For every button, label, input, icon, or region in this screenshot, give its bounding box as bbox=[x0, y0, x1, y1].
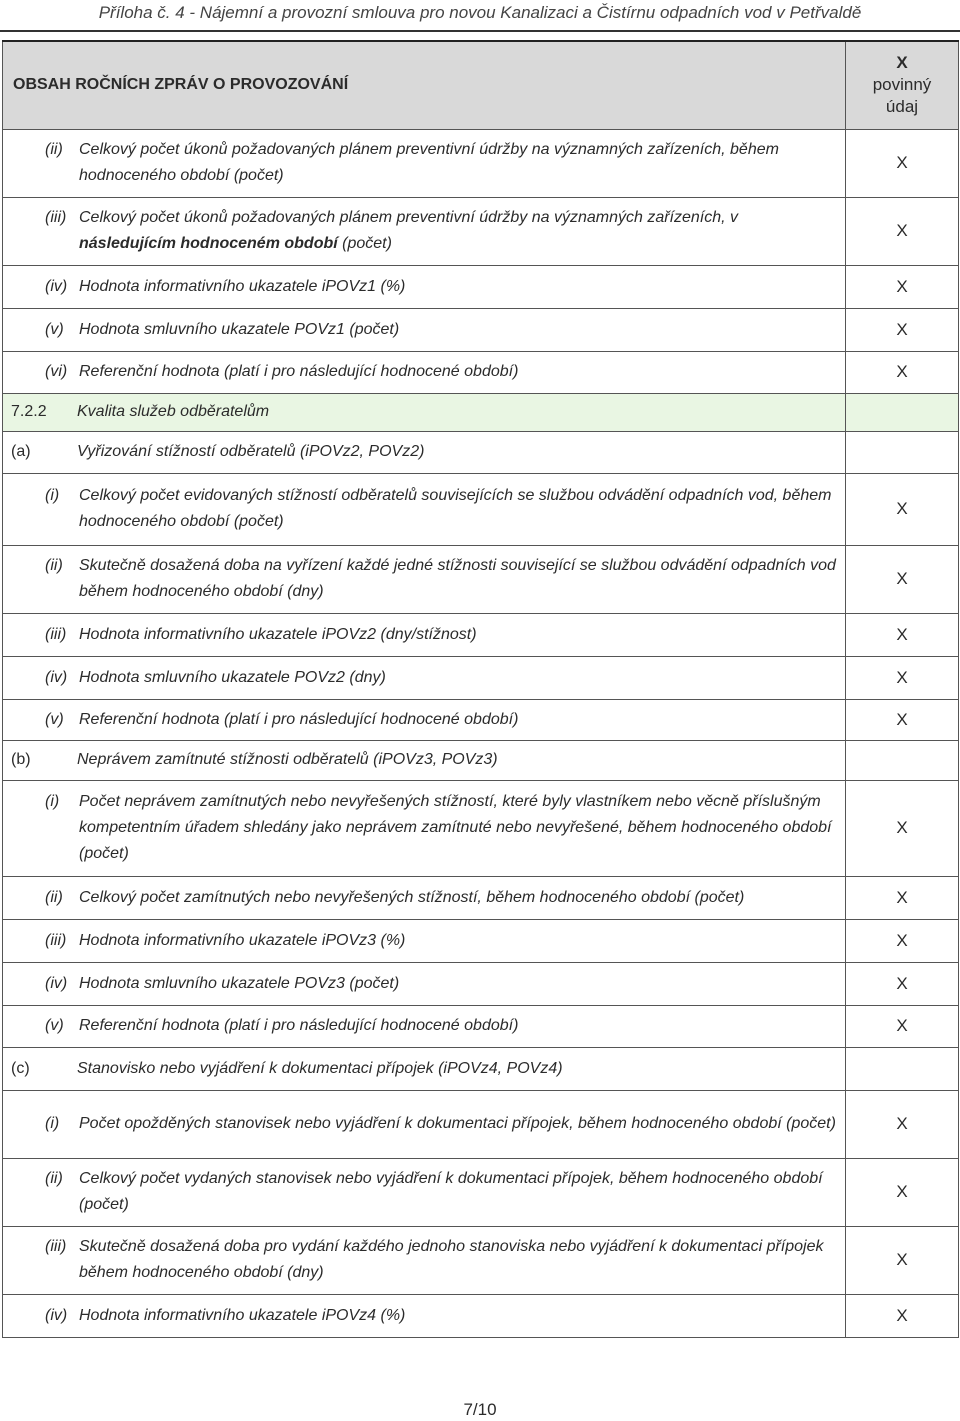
table-row bbox=[3, 197, 959, 265]
required-cell: X bbox=[846, 1090, 959, 1158]
required-cell: X bbox=[846, 197, 959, 265]
required-cell: X bbox=[846, 1005, 959, 1047]
section-row bbox=[3, 740, 959, 780]
item-number: (ii) bbox=[45, 141, 63, 158]
table-row bbox=[3, 656, 959, 699]
item-number: (i) bbox=[45, 793, 60, 810]
table-row bbox=[3, 1005, 959, 1047]
section-title: Neprávem zamítnuté stížnosti odběratelů (iPOVz3, POVz3) bbox=[77, 751, 498, 768]
required-cell: X bbox=[846, 265, 959, 308]
section-row bbox=[3, 431, 959, 473]
section-row bbox=[3, 1047, 959, 1090]
required-cell: X bbox=[846, 1294, 959, 1337]
item-text: Celkový počet úkonů požadovaných plánem preventivní údržby na významných zařízeních, v bbox=[79, 209, 739, 226]
item-text: Celkový počet vydaných stanovisek nebo vyjádření k dokumentaci přípojek, během hodnoceného období (počet) bbox=[79, 1170, 823, 1213]
table-row bbox=[3, 1226, 959, 1294]
item-text: Celkový počet evidovaných stížností odběratelů souvisejících se službou odvádění odpadních vod, během hodnoceného období (počet) bbox=[79, 487, 832, 530]
item-number: (ii) bbox=[45, 557, 63, 574]
item-text: Hodnota informativního ukazatele iPOVz2 (dny/stížnost) bbox=[79, 625, 477, 643]
page-header bbox=[0, 0, 960, 34]
item-text: Celkový počet zamítnutých nebo nevyřešených stížností, během hodnoceného období (počet) bbox=[79, 888, 745, 906]
table-row bbox=[3, 1090, 959, 1158]
table-row bbox=[3, 962, 959, 1005]
empty-cell bbox=[846, 393, 959, 431]
item-number: (v) bbox=[45, 710, 64, 728]
item-text: Hodnota smluvního ukazatele POVz2 (dny) bbox=[79, 668, 386, 686]
item-text: Hodnota informativního ukazatele iPOVz4 (%) bbox=[79, 1306, 406, 1324]
item-text: Referenční hodnota (platí i pro následující hodnocené období) bbox=[79, 710, 519, 728]
item-text: Referenční hodnota (platí i pro následující hodnocené období) bbox=[79, 363, 519, 380]
item-text-bold: následujícím hodnoceném období bbox=[79, 235, 338, 252]
empty-cell bbox=[846, 431, 959, 473]
required-cell: X bbox=[846, 613, 959, 656]
required-cell: X bbox=[846, 129, 959, 197]
table-row bbox=[3, 545, 959, 613]
table-row bbox=[3, 876, 959, 919]
section-label: (c) bbox=[11, 1059, 30, 1077]
required-label-line2: údaj bbox=[885, 97, 919, 117]
header-text: Příloha č. 4 - Nájemní a provozní smlouva pro novou Kanalizaci a Čistírnu odpadních vod v Petřvaldě bbox=[98, 3, 862, 22]
empty-cell bbox=[846, 1047, 959, 1090]
item-text: Skutečně dosažená doba pro vydání každého jednoho stanoviska nebo vyjádření k dokumentaci přípojek během hodnoceného období (dny) bbox=[79, 1238, 824, 1281]
item-text: Skutečně dosažená doba na vyřízení každé jedné stížnosti související se službou odvádění odpadních vod během hodnoceného období (dny) bbox=[79, 557, 836, 600]
item-number: (iii) bbox=[45, 625, 67, 643]
required-cell: X bbox=[846, 473, 959, 545]
page-number: 7/10 bbox=[463, 1400, 497, 1419]
item-text-tail: (počet) bbox=[337, 235, 392, 252]
item-text: Hodnota informativního ukazatele iPOVz3 (%) bbox=[79, 931, 406, 949]
table-row bbox=[3, 613, 959, 656]
table-row bbox=[3, 308, 959, 351]
header-rule bbox=[0, 30, 960, 32]
table-row bbox=[3, 1294, 959, 1337]
table-row bbox=[3, 129, 959, 197]
item-text: Referenční hodnota (platí i pro následující hodnocené období) bbox=[79, 1017, 519, 1034]
table-header-row bbox=[3, 41, 959, 129]
required-cell: X bbox=[846, 545, 959, 613]
required-label-line1: povinný bbox=[872, 75, 932, 95]
required-cell: X bbox=[846, 962, 959, 1005]
required-cell: X bbox=[846, 308, 959, 351]
item-text: Hodnota smluvního ukazatele POVz1 (počet) bbox=[79, 320, 400, 338]
required-column-header bbox=[846, 41, 959, 129]
table-row bbox=[3, 699, 959, 740]
item-number: (v) bbox=[45, 320, 64, 338]
item-number: (iv) bbox=[45, 277, 68, 295]
item-number: (vi) bbox=[45, 363, 68, 380]
required-cell: X bbox=[846, 919, 959, 962]
table-row bbox=[3, 351, 959, 393]
item-text: Celkový počet úkonů požadovaných plánem preventivní údržby na významných zařízeních, během hodnoceného období (počet) bbox=[79, 141, 779, 184]
required-cell: X bbox=[846, 780, 959, 876]
item-text: Počet neprávem zamítnutých nebo nevyřešených stížností, které byly vlastníkem nebo věcně příslušným kompetentním úřadem shledány jako neprávem zamítnuté nebo nevyřešené, během hodnoceného období (počet) bbox=[79, 793, 832, 862]
item-number: (i) bbox=[45, 1115, 60, 1132]
item-number: (iii) bbox=[45, 1238, 67, 1255]
item-number: (ii) bbox=[45, 1170, 63, 1187]
item-number: (iv) bbox=[45, 974, 68, 992]
required-cell: X bbox=[846, 1158, 959, 1226]
required-cell: X bbox=[846, 876, 959, 919]
item-number: (v) bbox=[45, 1017, 64, 1034]
table-row bbox=[3, 473, 959, 545]
report-contents-table bbox=[2, 40, 959, 1338]
section-number: 7.2.2 bbox=[11, 403, 47, 420]
empty-cell bbox=[846, 740, 959, 780]
section-label: (b) bbox=[11, 751, 31, 768]
item-number: (iv) bbox=[45, 668, 68, 686]
item-number: (iii) bbox=[45, 931, 67, 949]
section-title: Vyřizování stížností odběratelů (iPOVz2, POVz2) bbox=[77, 443, 425, 460]
section-title: Stanovisko nebo vyjádření k dokumentaci přípojek (iPOVz4, POVz4) bbox=[77, 1059, 563, 1077]
table-row bbox=[3, 919, 959, 962]
item-number: (iii) bbox=[45, 209, 67, 226]
required-cell: X bbox=[846, 351, 959, 393]
required-cell: X bbox=[846, 656, 959, 699]
table-title: OBSAH ROČNÍCH ZPRÁV O PROVOZOVÁNÍ bbox=[3, 41, 846, 129]
item-text: Hodnota smluvního ukazatele POVz3 (počet) bbox=[79, 974, 400, 992]
required-cell: X bbox=[846, 1226, 959, 1294]
item-number: (i) bbox=[45, 487, 60, 504]
item-text: Hodnota informativního ukazatele iPOVz1 (%) bbox=[79, 277, 406, 295]
table-row bbox=[3, 265, 959, 308]
table-row bbox=[3, 780, 959, 876]
section-title: Kvalita služeb odběratelům bbox=[77, 403, 270, 420]
item-number: (ii) bbox=[45, 888, 63, 906]
table-row bbox=[3, 1158, 959, 1226]
section-row bbox=[3, 393, 959, 431]
required-mark: X bbox=[896, 53, 908, 73]
required-cell: X bbox=[846, 699, 959, 740]
section-label: (a) bbox=[11, 443, 31, 460]
item-number: (iv) bbox=[45, 1306, 68, 1324]
item-text: Počet opožděných stanovisek nebo vyjádření k dokumentaci přípojek, během hodnoceného období (počet) bbox=[79, 1115, 836, 1132]
